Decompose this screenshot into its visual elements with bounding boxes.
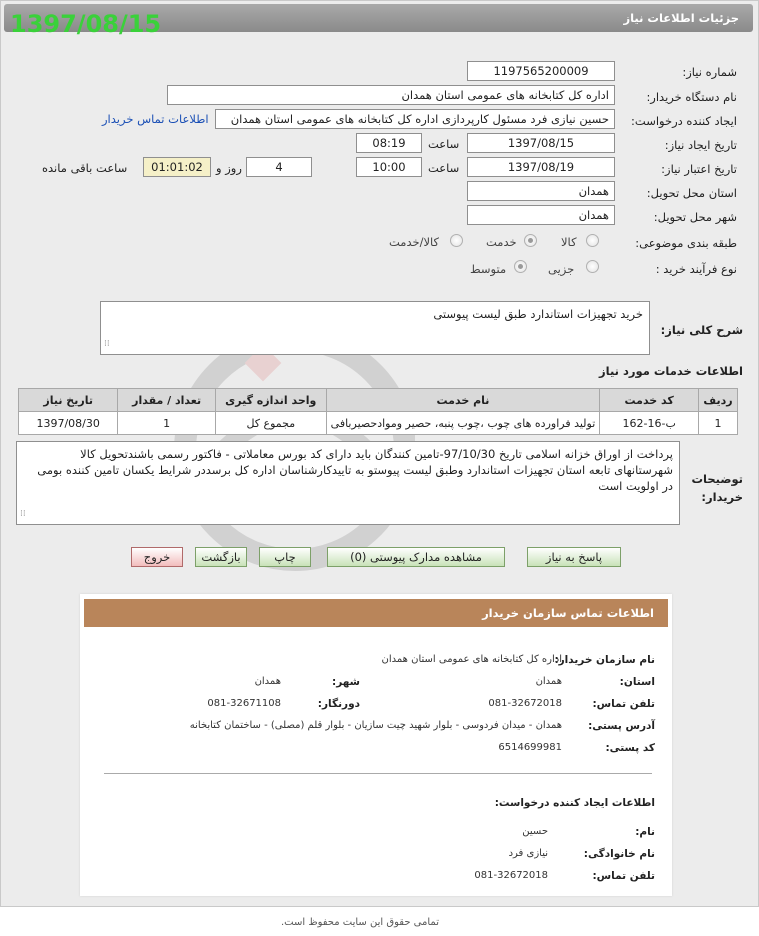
col-need-date: تاریخ نیاز	[19, 389, 118, 412]
services-title: اطلاعات خدمات مورد نیاز	[599, 364, 743, 378]
table-header-row	[19, 389, 738, 412]
contact-address-label: آدرس پستی:	[588, 720, 655, 732]
need-number-label: شماره نیاز:	[682, 65, 737, 79]
validity-date-field[interactable]: 1397/08/19	[467, 157, 615, 177]
buyer-org-field[interactable]: اداره کل کتابخانه های عمومی استان همدان	[167, 85, 615, 105]
creator-phone-value: 081-32672018	[474, 870, 548, 881]
contact-postal-label: کد پستی:	[605, 742, 655, 754]
contact-card-header	[84, 599, 668, 627]
remaining-time-field: 01:01:02	[143, 157, 211, 177]
date-stamp: 1397/08/15	[10, 10, 162, 38]
category-label: طبقه بندی موضوعی:	[635, 236, 737, 250]
buyer-notes-label: توضیحات خریدار:	[691, 472, 743, 504]
province-field[interactable]: همدان	[467, 181, 615, 201]
creator-family-value: نیازی فرد	[508, 848, 548, 859]
process-option-medium: متوسط	[470, 262, 507, 276]
contact-city-value: همدان	[254, 676, 281, 687]
services-table	[18, 388, 738, 435]
page-title: جزئیات اطلاعات نیاز	[623, 11, 739, 25]
col-service-code: کد خدمت	[600, 389, 699, 412]
creator-field[interactable]: حسین نیازی فرد مسئول کارپردازی اداره کل کتابخانه های عمومی استان همدان	[215, 109, 615, 129]
creator-label: ایجاد کننده درخواست:	[631, 114, 737, 128]
buyer-contact-link[interactable]: اطلاعات تماس خریدار	[102, 112, 209, 126]
contact-province-value: همدان	[535, 676, 562, 687]
city-field[interactable]: همدان	[467, 205, 615, 225]
creator-info-title: اطلاعات ایجاد کننده درخواست:	[494, 797, 655, 809]
col-service-name: نام خدمت	[326, 389, 600, 412]
category-option-service: خدمت	[486, 235, 517, 249]
creator-name-value: حسین	[522, 826, 548, 837]
description-text: خرید تجهیزات استاندارد طبق لیست پیوستی	[433, 307, 643, 321]
description-textarea[interactable]	[100, 301, 650, 355]
province-label: استان محل تحویل:	[646, 186, 737, 200]
contact-fax-value: 081-32671108	[207, 698, 281, 709]
cell-quantity: 1	[118, 412, 216, 435]
process-radio-minor[interactable]	[586, 260, 599, 273]
cell-unit: مجموع کل	[215, 412, 326, 435]
validity-date-label: تاریخ اعتبار نیاز:	[661, 162, 737, 176]
days-label: روز و	[216, 161, 242, 175]
need-number-field[interactable]: 1197565200009	[467, 61, 615, 81]
created-time-label: ساعت	[428, 137, 460, 151]
buyer-notes-text: پرداخت از اوراق خزانه اسلامی تاریخ 97/10/30-تامین کنندگان باید دارای کد بورس معاملاتی - فاکتور رسمی باشندتحویل کالا شهرستانهای تابعه استان تجهیزات استاندارد وطبق لیست پیوستو به تاییدکارشناسان اداره کل برسددر شرایط یکسان تامین کننده بومی در اولویت است	[37, 447, 673, 493]
cell-need-date: 1397/08/30	[19, 412, 118, 435]
process-option-minor: جزیی	[548, 262, 575, 276]
contact-province-label: استان:	[619, 676, 655, 688]
buyer-notes-textarea[interactable]	[16, 441, 680, 525]
contact-postal-value: 6514699981	[498, 742, 562, 753]
contact-phone-value: 081-32672018	[488, 698, 562, 709]
validity-time-field[interactable]: 10:00	[356, 157, 422, 177]
resize-grip-icon[interactable]: ⁞⁞	[20, 509, 26, 519]
process-label: نوع فرآیند خرید :	[655, 262, 737, 276]
category-radio-goods-service[interactable]	[450, 234, 463, 247]
contact-city-label: شهر:	[332, 676, 360, 688]
days-field[interactable]: 4	[246, 157, 312, 177]
footer-copyright: تمامی حقوق این سایت محفوظ است.	[280, 917, 439, 928]
category-radio-service[interactable]	[524, 234, 537, 247]
contact-org-value: اداره کل کتابخانه های عمومی استان همدان	[381, 654, 562, 665]
contact-org-label: نام سازمان خریدار:	[554, 654, 655, 666]
category-radio-goods[interactable]	[586, 234, 599, 247]
col-row: ردیف	[699, 389, 738, 412]
city-label: شهر محل تحویل:	[653, 210, 737, 224]
creator-family-label: نام خانوادگی:	[583, 848, 655, 860]
contact-fax-label: دورنگار:	[317, 698, 360, 710]
contact-address-value: همدان - میدان فردوسی - بلوار شهید چیت سازیان - بلوار قلم (مصلی) - ساختمان کتابخانه	[189, 720, 562, 731]
description-label: شرح کلی نیاز:	[660, 323, 743, 337]
cell-service-code: ب-16-162	[600, 412, 699, 435]
table-row[interactable]	[19, 412, 738, 435]
remaining-label: ساعت باقی مانده	[42, 161, 128, 175]
contact-phone-label: تلفن تماس:	[592, 698, 655, 710]
back-button[interactable]: بازگشت	[195, 547, 247, 567]
view-documents-button[interactable]: مشاهده مدارک پیوستی (0)	[327, 547, 505, 567]
created-time-field[interactable]: 08:19	[356, 133, 422, 153]
exit-button[interactable]: خروج	[131, 547, 183, 567]
contact-card-title: اطلاعات تماس سازمان خریدار	[482, 606, 654, 620]
reply-button[interactable]: پاسخ به نیاز	[527, 547, 621, 567]
category-option-goods-service: کالا/خدمت	[389, 235, 440, 249]
print-button[interactable]: چاپ	[259, 547, 311, 567]
cell-row: 1	[699, 412, 738, 435]
buyer-org-label: نام دستگاه خریدار:	[646, 90, 737, 104]
col-unit: واحد اندازه گیری	[215, 389, 326, 412]
process-radio-medium[interactable]	[514, 260, 527, 273]
col-quantity: تعداد / مقدار	[118, 389, 216, 412]
created-date-field[interactable]: 1397/08/15	[467, 133, 615, 153]
creator-name-label: نام:	[635, 826, 655, 838]
resize-grip-icon[interactable]: ⁞⁞	[104, 339, 110, 349]
created-date-label: تاریخ ایجاد نیاز:	[664, 138, 737, 152]
card-divider	[104, 773, 652, 774]
creator-phone-label: تلفن تماس:	[592, 870, 655, 882]
category-option-goods: کالا	[561, 235, 577, 249]
validity-time-label: ساعت	[428, 161, 460, 175]
cell-service-name: تولید فراورده های چوب ،چوب پنبه، حصیر وموادحصیربافی	[326, 412, 600, 435]
